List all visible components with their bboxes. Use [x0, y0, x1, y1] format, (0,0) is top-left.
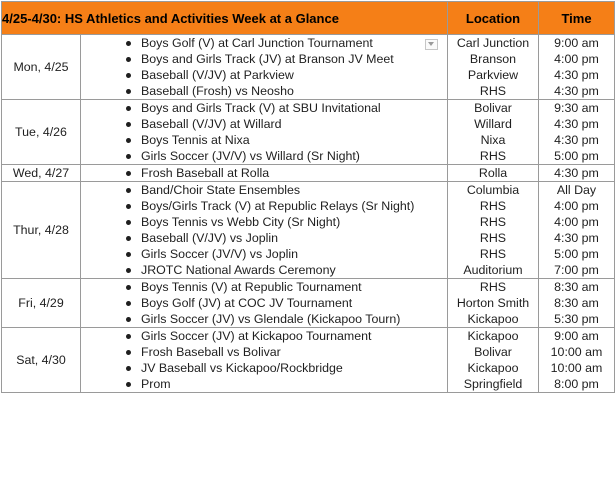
bullet-icon	[126, 138, 131, 143]
bullet-icon	[126, 171, 131, 176]
event-time: 10:00 am	[550, 345, 603, 359]
locations-cell	[448, 35, 539, 100]
events-cell	[81, 100, 448, 165]
event-name: Baseball (Frosh) vs Neosho	[141, 84, 294, 98]
bullet-icon	[126, 285, 131, 290]
event-location: Springfield	[463, 377, 523, 391]
locations-cell	[448, 182, 539, 279]
day-row	[2, 35, 615, 100]
bullet-icon	[126, 334, 131, 339]
locations-cell	[448, 165, 539, 182]
bullet-icon	[126, 204, 131, 209]
event-item	[81, 376, 447, 392]
event-time: 4:30 pm	[554, 166, 599, 180]
times-cell	[539, 182, 615, 279]
chevron-down-icon[interactable]	[425, 39, 438, 50]
event-name: Frosh Baseball vs Bolivar	[141, 345, 281, 359]
schedule-table	[1, 1, 615, 393]
event-item	[81, 328, 447, 344]
event-item	[81, 311, 447, 327]
bullet-icon	[126, 317, 131, 322]
bullet-icon	[126, 73, 131, 78]
event-name: Frosh Baseball at Rolla	[141, 166, 270, 180]
bullet-icon	[126, 366, 131, 371]
bullet-icon	[126, 41, 131, 46]
bullet-icon	[126, 382, 131, 387]
event-time: 5:00 pm	[554, 247, 599, 261]
event-time: 8:30 am	[554, 296, 599, 310]
event-time: All Day	[556, 183, 597, 197]
event-item	[81, 295, 447, 311]
event-location: Parkview	[467, 68, 519, 82]
event-name: Baseball (V/JV) at Willard	[141, 117, 282, 131]
event-location: RHS	[479, 199, 507, 213]
event-name: Girls Soccer (JV) vs Glendale (Kickapoo Tourn)	[141, 312, 401, 326]
day-row	[2, 165, 615, 182]
bullet-icon	[126, 301, 131, 306]
event-location: RHS	[479, 84, 507, 98]
event-item	[81, 83, 447, 99]
event-list	[81, 328, 447, 392]
day-row	[2, 182, 615, 279]
event-name: Baseball (V/JV) at Parkview	[141, 68, 294, 82]
event-name: Boys Tennis at Nixa	[141, 133, 250, 147]
event-location: Rolla	[478, 166, 508, 180]
event-time: 4:30 pm	[554, 231, 599, 245]
event-item	[81, 165, 447, 181]
event-location: RHS	[479, 215, 507, 229]
times-cell	[539, 279, 615, 328]
event-item	[81, 182, 447, 198]
event-item	[81, 67, 447, 83]
location-header: Location	[448, 2, 539, 35]
event-location: RHS	[479, 247, 507, 261]
event-item	[81, 360, 447, 376]
event-location: Bolivar	[474, 101, 512, 115]
day-row	[2, 328, 615, 393]
bullet-icon	[126, 89, 131, 94]
event-location: Horton Smith	[456, 296, 530, 310]
times-cell	[539, 328, 615, 393]
event-name: Baseball (V/JV) vs Joplin	[141, 231, 279, 245]
event-item	[81, 246, 447, 262]
event-item	[81, 214, 447, 230]
locations-cell	[448, 279, 539, 328]
event-list	[81, 100, 447, 164]
event-time: 4:30 pm	[554, 117, 599, 131]
event-name: Boys Golf (JV) at COC JV Tournament	[141, 296, 353, 310]
bullet-icon	[126, 122, 131, 127]
bullet-icon	[126, 154, 131, 159]
event-name: Boys Golf (V) at Carl Junction Tournament	[141, 36, 373, 50]
event-item	[81, 344, 447, 360]
event-name: JROTC National Awards Ceremony	[141, 263, 336, 277]
event-name: JV Baseball vs Kickapoo/Rockbridge	[141, 361, 343, 375]
times-cell	[539, 100, 615, 165]
event-time: 4:00 pm	[554, 215, 599, 229]
event-item	[81, 230, 447, 246]
events-cell	[81, 279, 448, 328]
event-name: Girls Soccer (JV) at Kickapoo Tournament	[141, 329, 372, 343]
event-time: 9:00 am	[554, 36, 599, 50]
event-item	[81, 35, 447, 51]
event-location: RHS	[479, 231, 507, 245]
day-row	[2, 279, 615, 328]
bullet-icon	[126, 106, 131, 111]
bullet-icon	[126, 188, 131, 193]
event-name: Boys Tennis vs Webb City (Sr Night)	[141, 215, 341, 229]
event-list	[81, 35, 447, 99]
table-title: 4/25-4/30: HS Athletics and Activities Week at a Glance	[2, 2, 448, 35]
day-cell: Mon, 4/25	[2, 35, 81, 100]
event-location: Carl Junction	[456, 36, 530, 50]
event-location: RHS	[479, 280, 507, 294]
event-name: Girls Soccer (JV/V) vs Joplin	[141, 247, 298, 261]
day-cell: Wed, 4/27	[2, 165, 81, 182]
event-location: Willard	[474, 117, 512, 131]
event-name: Girls Soccer (JV/V) vs Willard (Sr Night)	[141, 149, 360, 163]
event-item	[81, 116, 447, 132]
event-time: 8:30 am	[554, 280, 599, 294]
events-cell	[81, 328, 448, 393]
events-cell	[81, 35, 448, 100]
bullet-icon	[126, 236, 131, 241]
event-name: Boys and Girls Track (JV) at Branson JV Meet	[141, 52, 394, 66]
event-name: Boys/Girls Track (V) at Republic Relays (Sr Night)	[141, 199, 415, 213]
event-location: Auditorium	[463, 263, 523, 277]
event-item	[81, 132, 447, 148]
event-location: Columbia	[466, 183, 520, 197]
event-time: 5:30 pm	[554, 312, 599, 326]
event-item	[81, 148, 447, 164]
event-time: 5:00 pm	[554, 149, 599, 163]
event-time: 10:00 am	[550, 361, 603, 375]
event-location: Kickapoo	[467, 361, 519, 375]
day-cell: Tue, 4/26	[2, 100, 81, 165]
event-name: Prom	[141, 377, 171, 391]
event-item	[81, 51, 447, 67]
event-list	[81, 182, 447, 278]
event-location: Nixa	[480, 133, 506, 147]
event-time: 4:00 pm	[554, 199, 599, 213]
event-time: 7:00 pm	[554, 263, 599, 277]
event-item	[81, 279, 447, 295]
event-time: 4:30 pm	[554, 133, 599, 147]
event-time: 9:30 am	[554, 101, 599, 115]
event-list	[81, 165, 447, 181]
event-name: Band/Choir State Ensembles	[141, 183, 301, 197]
event-time: 4:30 pm	[554, 68, 599, 82]
event-time: 4:30 pm	[554, 84, 599, 98]
event-list	[81, 279, 447, 327]
events-cell	[81, 165, 448, 182]
locations-cell	[448, 328, 539, 393]
event-item	[81, 198, 447, 214]
bullet-icon	[126, 220, 131, 225]
event-location: Kickapoo	[467, 329, 519, 343]
event-item	[81, 262, 447, 278]
event-location: Branson	[469, 52, 517, 66]
time-header: Time	[539, 2, 615, 35]
locations-cell	[448, 100, 539, 165]
bullet-icon	[126, 252, 131, 257]
event-time: 4:00 pm	[554, 52, 599, 66]
event-time: 8:00 pm	[554, 377, 599, 391]
event-time: 9:00 am	[554, 329, 599, 343]
day-cell: Thur, 4/28	[2, 182, 81, 279]
header-row	[2, 2, 615, 35]
day-cell: Sat, 4/30	[2, 328, 81, 393]
day-cell: Fri, 4/29	[2, 279, 81, 328]
event-item	[81, 100, 447, 116]
event-location: Kickapoo	[467, 312, 519, 326]
bullet-icon	[126, 268, 131, 273]
event-name: Boys and Girls Track (V) at SBU Invitational	[141, 101, 381, 115]
bullet-icon	[126, 350, 131, 355]
events-cell	[81, 182, 448, 279]
day-row	[2, 100, 615, 165]
event-location: Bolivar	[474, 345, 512, 359]
bullet-icon	[126, 57, 131, 62]
event-name: Boys Tennis (V) at Republic Tournament	[141, 280, 362, 294]
event-location: RHS	[479, 149, 507, 163]
times-cell	[539, 165, 615, 182]
times-cell	[539, 35, 615, 100]
